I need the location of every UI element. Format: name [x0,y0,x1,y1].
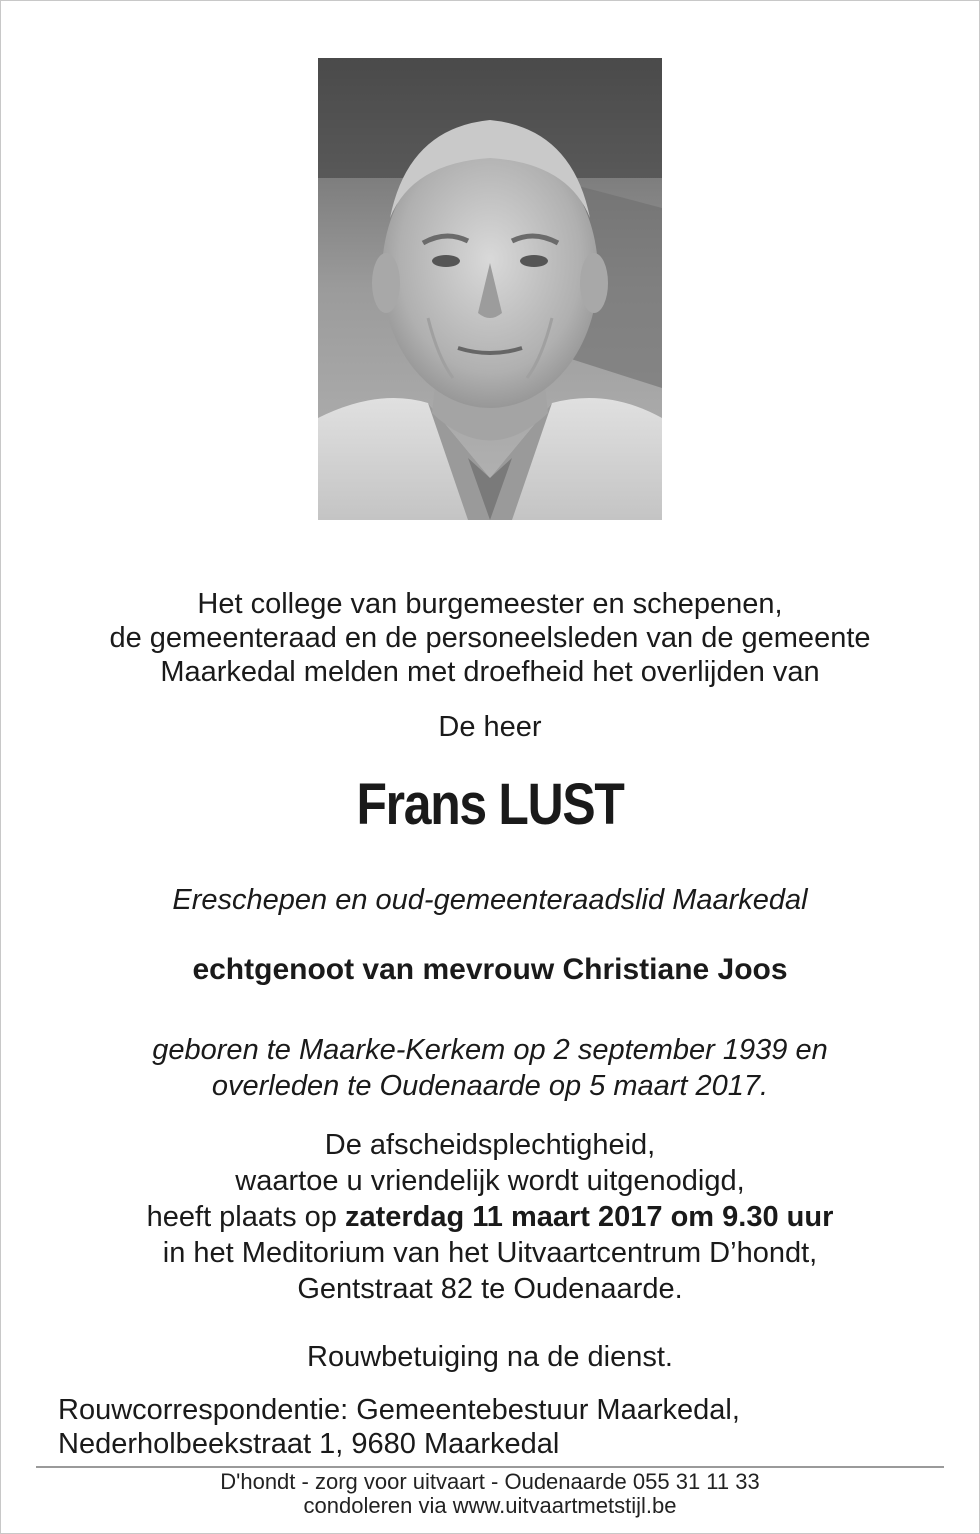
birth-line: geboren te Maarke-Kerkem op 2 september 1939 en [152,1034,828,1066]
death-line: overleden te Oudenaarde op 5 maart 2017. [211,1070,769,1102]
ceremony-line: De afscheidsplechtigheid, [324,1129,656,1161]
honorary-title: Ereschepen en oud-gemeenteraadslid Maarkedal [172,884,808,916]
ceremony-date: zaterdag 11 maart 2017 om 9.30 uur [344,1201,834,1233]
ceremony-line: waartoe u vriendelijk wordt uitgenodigd, [235,1165,745,1197]
intro-line: de gemeenteraad en de personeelsleden van de gemeente [109,622,871,654]
intro-line: Het college van burgemeester en schepenen, [197,588,783,620]
ceremony-line: in het Meditorium van het Uitvaartcentrum D’hondt, [162,1237,818,1269]
ceremony-details [0,1127,980,1307]
correspondence-line: Nederholbeekstraat 1, 9680 Maarkedal [58,1428,560,1460]
correspondence-line: Rouwcorrespondentie: Gemeentebestuur Maarkedal, [58,1394,740,1426]
ceremony-line: Gentstraat 82 te Oudenaarde. [297,1273,683,1305]
ceremony-date-line [0,1199,980,1235]
spouse-line: echtgenoot van mevrouw Christiane Joos [192,953,788,986]
life-dates [0,1032,980,1104]
ceremony-date-prefix: heeft plaats op [146,1201,345,1233]
salutation: De heer [438,711,542,743]
intro-line: Maarkedal melden met droefheid het overlijden van [160,656,820,688]
footer-divider [36,1466,944,1468]
deceased-name: Frans LUST [356,772,624,837]
footer-website: condoleren via www.uitvaartmetstijl.be [303,1493,677,1518]
portrait-photo [318,58,662,520]
condolence-note: Rouwbetuiging na de dienst. [307,1341,673,1373]
announcement-intro [0,587,980,689]
correspondence-address [58,1393,740,1461]
funeral-home-footer [0,1470,980,1518]
footer-line: D'hondt - zorg voor uitvaart - Oudenaarde 055 31 11 33 [220,1469,760,1494]
